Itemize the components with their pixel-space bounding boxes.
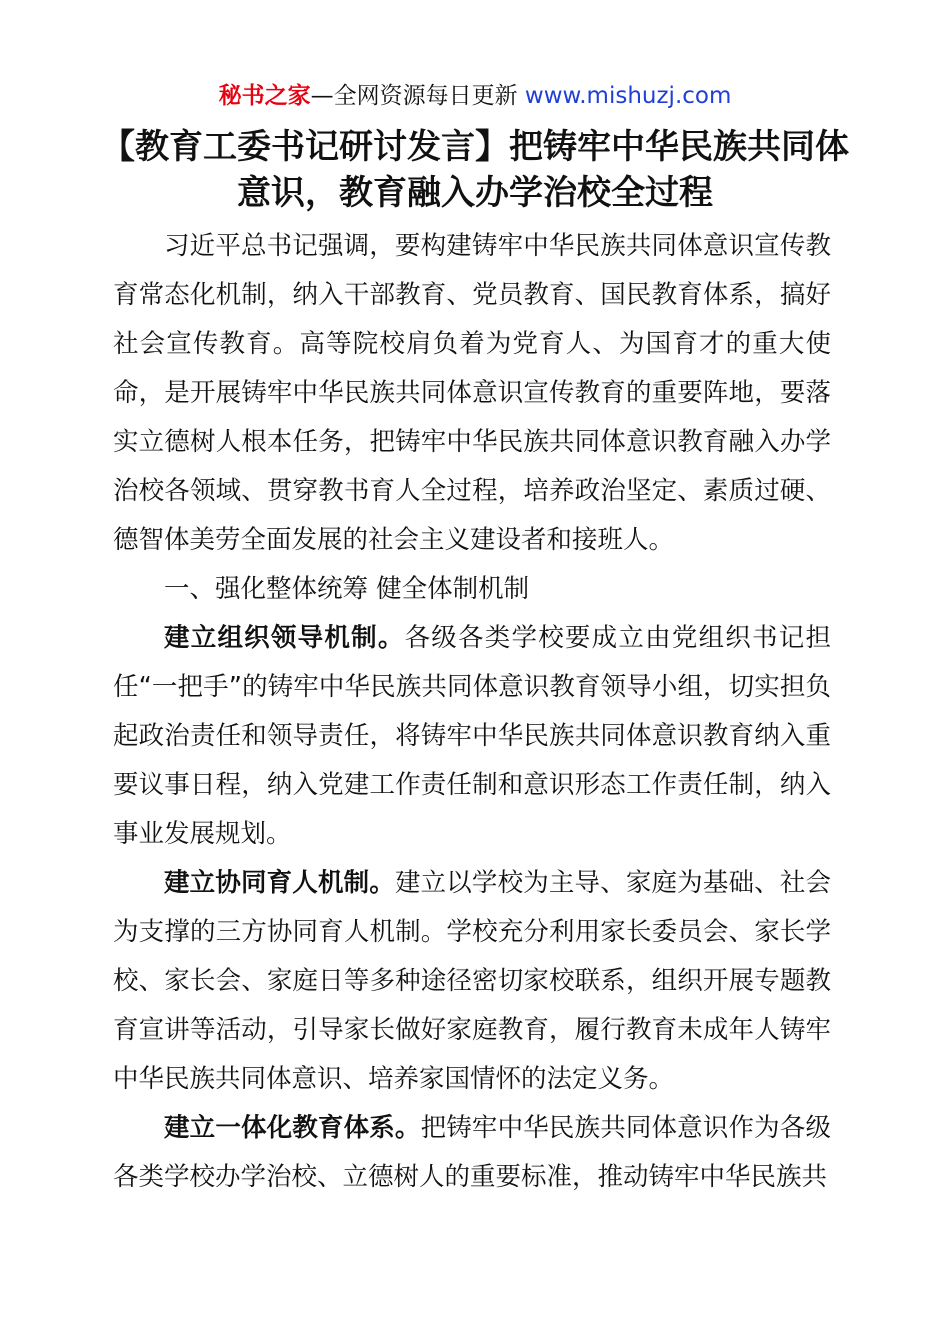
- paragraph-integration: [113, 1104, 831, 1202]
- document-body: [113, 222, 831, 1202]
- paragraph-text: 建立以学校为主导、家庭为基础、社会为支撑的三方协同育人机制。学校充分利用家长委员会、家长学校、家长会、家庭日等多种途径密切家校联系，组织开展专题教育宣讲等活动，引导家长做好家庭教育，履行教育未成年人铸牢中华民族共同体意识、培养家国情怀的法定义务。: [113, 868, 831, 1094]
- paragraph-organization: [113, 614, 831, 859]
- paragraph-lead: 建立一体化教育体系。: [164, 1113, 421, 1143]
- paragraph-collaboration: [113, 859, 831, 1104]
- site-url[interactable]: www.mishuzj.com: [524, 83, 732, 109]
- site-tagline: —全网资源每日更新: [310, 83, 518, 109]
- intro-paragraph: 习近平总书记强调，要构建铸牢中华民族共同体意识宣传教育常态化机制，纳入干部教育、党员教育、国民教育体系，搞好社会宣传教育。高等院校肩负着为党育人、为国育才的重大使命，是开展铸牢中华民族共同体意识宣传教育的重要阵地，要落实立德树人根本任务，把铸牢中华民族共同体意识教育融入办学治校各领域、贯穿教书育人全过程，培养政治坚定、素质过硬、德智体美劳全面发展的社会主义建设者和接班人。: [113, 231, 831, 555]
- paragraph-lead: 建立组织领导机制。: [164, 623, 405, 653]
- paragraph-lead: 建立协同育人机制。: [164, 868, 395, 898]
- section-heading: 一、强化整体统筹 健全体制机制: [164, 574, 530, 604]
- paragraph-text: 各级各类学校要成立由党组织书记担任“一把手”的铸牢中华民族共同体意识教育领导小组，切实担负起政治责任和领导责任，将铸牢中华民族共同体意识教育纳入重要议事日程，纳入党建工作责任制和意识形态工作责任制，纳入事业发展规划。: [113, 623, 831, 849]
- document-title: 【教育工委书记研讨发言】把铸牢中华民族共同体意识，教育融入办学治校全过程: [101, 127, 849, 213]
- site-header: [0, 80, 950, 112]
- site-brand: 秘书之家: [218, 83, 311, 109]
- paragraph-text: 把铸牢中华民族共同体意识作为各级各类学校办学治校、立德树人的重要标准，推动铸牢中华民族共: [113, 1113, 831, 1192]
